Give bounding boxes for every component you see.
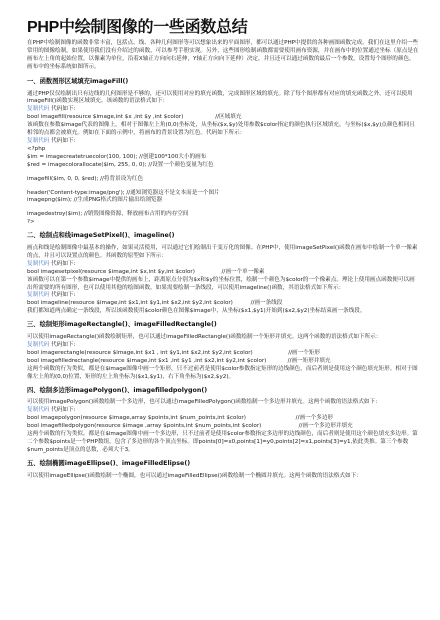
section-description: 通过PHP仅仅绘制出只有边线的几何图形是不够的，还可以使用对应的填充函数，完成图形区域的填充。除了每个图形都有对应的填充函数之外，还可以使用imageFill()函数实现区域填充。该函数的语法格式如下： bbox=[27, 90, 413, 105]
code-label-text: 代码如下: bbox=[51, 137, 76, 144]
code-label bbox=[27, 261, 419, 269]
section-explanation: 这两个函数的行为类似，都是在$image图像中画一个矩形，只不过前者是使用$color参数指定矩形的边线颜色，而后者则是使用这个颜色填充矩形。相对于图像左上角的(0,0)位置，矩形的左上角坐标为($x1,$y1)，右下角坐标为($x2,$y2)。 bbox=[27, 365, 418, 380]
code-label-text: 代码如下: bbox=[51, 407, 76, 414]
code-line: bool imagesetpixel(resource $image,int $x,int $y,int $color) //画一个单一像素 bbox=[27, 268, 265, 275]
section-explanation: 这两个函数的行为类似，都是在$image图像中画一个多边形，只不过前者是使用$color参数指定多边形的边线颜色，而后者则是使用这个颜色填充多边形。第二个参数$points是一个PHP数组，包含了多边形的各个顶点坐标。即points[0]=x0,points[1]=y0,points[2]=x1,points[3]=y1,依此类推。第三个参数$num_points是顶点的总数，必须大于3。 bbox=[27, 431, 418, 453]
code-label-text: 代码如下: bbox=[51, 106, 76, 113]
page-title: PHP中绘制图像的一些函数总结 bbox=[27, 19, 248, 36]
section-heading: 四、绘制多边形imagePolygon()、imagefilledpolygon() bbox=[27, 386, 208, 394]
code-line: bool imagefilledpolygon(resource $image ,array $points,int $num_points,int $color) //画一个多边形并填充 bbox=[27, 423, 353, 430]
copy-code-link[interactable]: 复制代码 bbox=[27, 407, 50, 414]
code-label-text: 代码如下: bbox=[51, 342, 76, 348]
code-line: imagefill($im, 0, 0, $red); //将背景设为红色 bbox=[27, 175, 144, 182]
section-explanation: 该函数在参数$image代表的图像上，相对于图像左上角(0,0)坐标处，从坐标($x,$y)处用参数$color指定的颜色执行区域填充。与坐标($x,$y)点颜色相同且相邻的点都会被填充。例如在下面的示例中，将画布的背景设置为红色。代码如下所示： bbox=[27, 122, 415, 137]
code-label bbox=[27, 138, 419, 146]
code-line: bool imagerectangle(resource $image,int $x1 , int $y1,int $x2,int $y2,int $color) //画一个矩形 bbox=[27, 349, 321, 356]
section-heading: 三、绘制矩形imageRectangle()、imageFilledRectangle() bbox=[27, 321, 217, 329]
code-line: bool imagefill(resource $image,int $x ,int $y ,int $color) //区域填充 bbox=[27, 114, 242, 121]
code-line: <?php bbox=[27, 145, 46, 152]
code-line: $red = imagecolorallocate($im, 255, 0, 0); //设置一个颜色变量为红色 bbox=[27, 161, 214, 168]
copy-code-link[interactable]: 复制代码 bbox=[27, 260, 50, 267]
section-heading: 二、绘制点和线imageSetPixel()、imageline() bbox=[27, 232, 175, 240]
code-line: imagedestroy($im); //销毁图像资源，释放画布占用的内存空间 bbox=[27, 211, 189, 218]
code-line: ?> bbox=[27, 219, 35, 226]
section-heading: 五、绘制椭圆imageEllipse()、imageFilledElipse() bbox=[27, 459, 191, 467]
section-explanation: 我们都知道两点确定一条线段，所以该函数使用$color颜色在图像$image中，从坐标($x1,$y1)开始到($x2,$y2)坐标结束画一条线段。 bbox=[27, 308, 366, 315]
section-description: 可以使用imagePolygon()函数绘制一个多边形，也可以通过imageFilledPolygon()函数绘制一个多边形并填充。这两个函数的语法格式如下： bbox=[27, 399, 381, 406]
section-explanation: 该函数可以在第一个参数$image中提供的画布上，距离原点分别为$x和$y的坐标位置，绘制一个颜色为$color的一个像素点。理论上使用画点函数便可以画出所需要的所有图形，也可以使用其他的绘图函数。如果需要绘制一条线段，可以使用imageline()函数，其语法格式如下所示： bbox=[27, 276, 415, 291]
code-line: $im = imagecreatetruecolor(100, 100); //创建100*100大小的画布 bbox=[27, 153, 207, 160]
section-description: 画点和线是绘制图像中最基本的操作，如果灵活使用，可以通过它们绘制出千变万化的图像。在PHP中，使用imageSetPixel()函数在画布中绘制一个单一像素的点，并且可以设置点的颜色。其函数的原型如下所示： bbox=[27, 245, 418, 259]
code-label bbox=[27, 342, 419, 350]
section-description: 可以使用imageRectangle()函数绘制矩形，也可以通过imageFilledRectangle()函数绘制一个矩形并填充。这两个函数的语法格式如下所示： bbox=[27, 334, 382, 341]
section-heading: 一、函数图形区域填充imageFill() bbox=[27, 77, 129, 85]
code-line: imagepng($im); //生成PNG格式的图片输出给浏览器 bbox=[27, 197, 163, 204]
copy-code-link[interactable]: 复制代码 bbox=[27, 342, 50, 348]
code-label-text: 代码如下: bbox=[51, 260, 76, 267]
copy-code-link[interactable]: 复制代码 bbox=[27, 137, 50, 144]
section-description: 可以使用imageEllipse()函数绘制一个椭圆，也可以通过imageFilledEllipse()函数绘制一个椭圆并填充。这两个函数的语法格式如下： bbox=[27, 472, 362, 479]
article-body bbox=[27, 40, 419, 481]
copy-code-link[interactable]: 复制代码 bbox=[27, 106, 50, 113]
code-line: bool imagefilledrectangle(resource $image,int $x1 ,int $y1 ,int $x2,int $y2,int $color) //画一矩形并填充 bbox=[27, 357, 331, 364]
code-label-text: 代码如下: bbox=[51, 292, 76, 299]
code-line: bool imageline(resource $image,int $x1,int $y1,int $x2,int $y2,int $color) //画一条线段 bbox=[27, 300, 283, 307]
copy-code-link[interactable]: 复制代码 bbox=[27, 292, 50, 299]
intro-paragraph: 在PHP中绘制图像的函数非常丰富，包括点、线、各种几何图形等可以想象出来的平面图形，都可以通过PHP中提供的各种画图函数完成。我们在这里介绍一些常用的图像绘制，如果使用我们没有介绍过的函数，可以参考手册实现。另外，这些图形绘制函数都需要使用画布资源，并在画布中的位置通过坐标（原点是在画布左上角的起始位置，以像素为单位，沿着X轴正方向向右延伸，Y轴正方向向下延伸）决定，并且还可以通过函数的最后一个参数，设置每个图形的颜色。画布中的坐标系统如图所示。 bbox=[27, 40, 419, 70]
code-line: bool imagepolygon(resource $image,array $points,int $num_points,int $color) //画一个多边形 bbox=[27, 415, 334, 422]
code-line: header('Content-type:image/png'); //通知浏览器这不是文本而是一个图片 bbox=[27, 189, 220, 196]
